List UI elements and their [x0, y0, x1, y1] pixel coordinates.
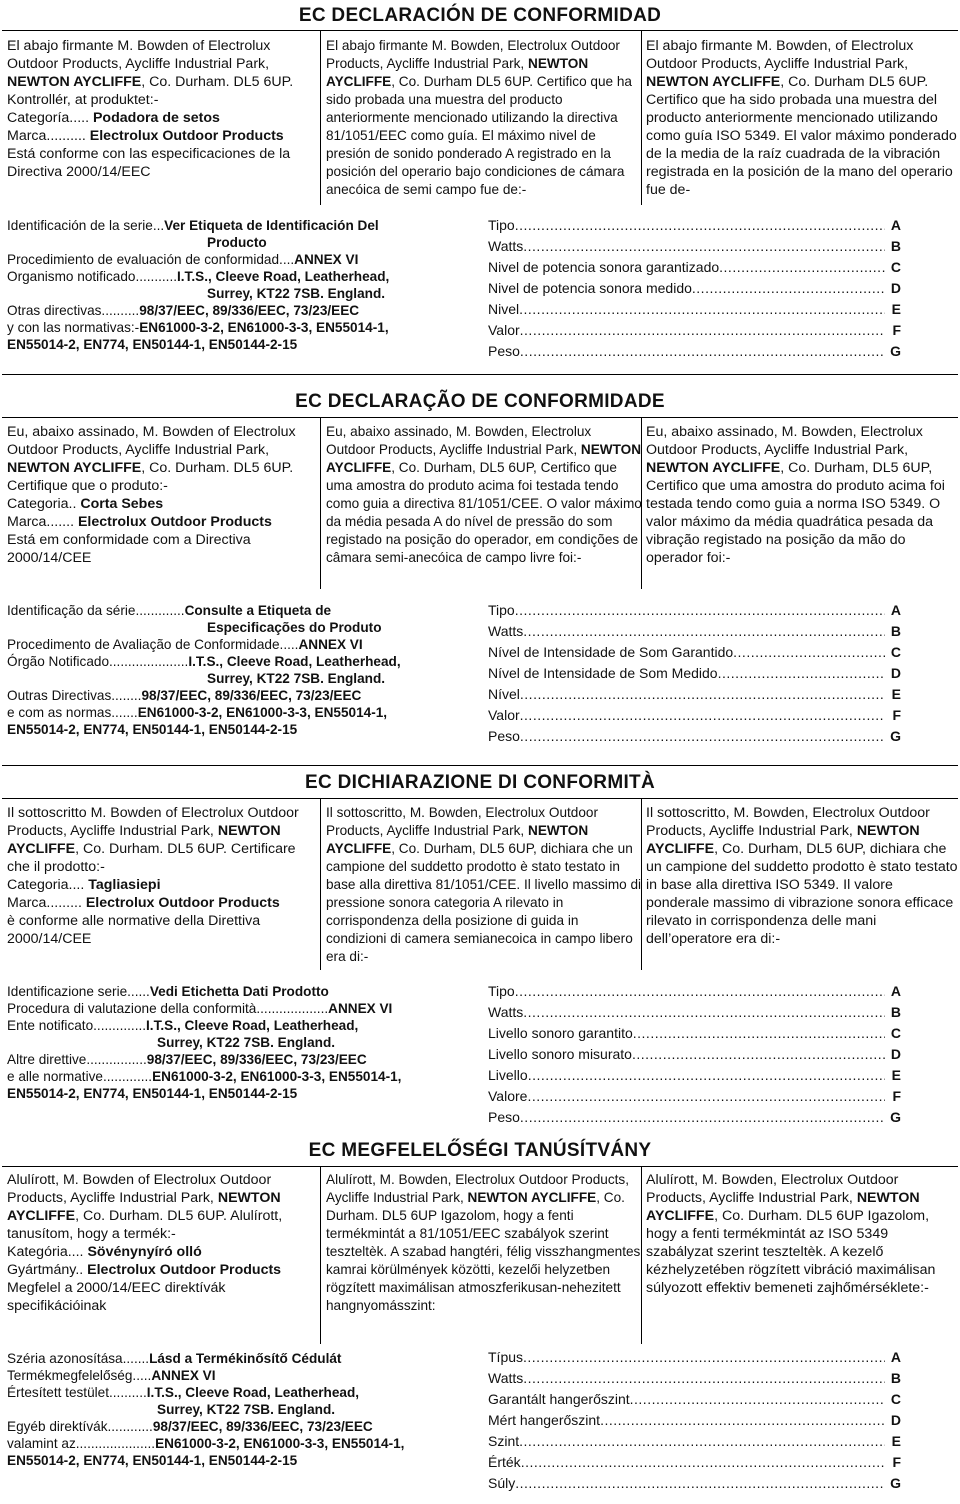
- table-row: Érték ..... F: [488, 1452, 901, 1473]
- section-hu: [0, 1135, 960, 1504]
- table-row: Tipo ..... A: [488, 981, 901, 1002]
- left-column: Alulírott, M. Bowden of Electrolux Outdoor Products, Aycliffe Industrial Park, NEWTON AYCLIFFE, Co. Durham. DL5 6UP. Alulírott, tanusítom, hogy a termék:- Kategória.... Sövényny​író olló Gyártmány.. Electrolux Outdoor Products Megfelel a 2000/14/EEC direktívák specifikációinak: [7, 1172, 283, 1314]
- values-table: [488, 981, 901, 1128]
- table-row: Nível de Intensidade de Som Medido ..... D: [488, 663, 901, 684]
- table-row: Valore ..... F: [488, 1086, 901, 1107]
- right-column: Eu, abaixo assinado, M. Bowden, Electrolux Outdoor Products, Aycliffe Industrial Park, NEWTON AYCLIFFE, Co. Durham, DL5 6UP, Certifico que uma amostra do produto acima foi testada tendo como guia a norma ISO 5349. O valor máximo da média quadrática pesada da vibração registado na posição da mão do operador foi:-: [646, 424, 945, 566]
- table-row: Nível ..... E: [488, 684, 901, 705]
- table-row: Tipo ..... A: [488, 600, 901, 621]
- table-row: Garantált hangerőszint ..... C: [488, 1389, 901, 1410]
- left-column: Il sottoscritto M. Bowden of Electrolux Outdoor Products, Aycliffe Industrial Park, NEWTON AYCLIFFE, Co. Durham. DL5 6UP. Certificare che il prodotto:- Categoria.... Tagliasiepi Marca......... Electrolux Outdoor Products è conforme alle normative della Direttiva 2000/14/CEE: [7, 805, 299, 947]
- table-row: Watts ..... B: [488, 236, 901, 257]
- table-row: Peso ..... G: [488, 1107, 901, 1128]
- column-divider: [320, 417, 321, 589]
- table-row: Valor ..... F: [488, 705, 901, 726]
- specs-block: Identificación de la serie...Ver Etiqueta de Identificación Del Producto Procedimiento de evaluación de conformidad....ANNEX VI Organismo notificado...........I.T.S., Cleeve Road, Leatherhead, Surrey, KT22 7SB. England. Otras directivas..........98/37/EEC, 89/336/EEC, 73/23/EEC y con las normativas:-EN61000-3-2, EN61000-3-3, EN55014-1, EN55014-2, EN774, EN50144-1, EN50144-2-15: [7, 218, 390, 352]
- table-row: Súly ..... G: [488, 1473, 901, 1494]
- section-es: [0, 0, 960, 378]
- table-row: Tipo ..... A: [488, 215, 901, 236]
- section-pt: [0, 386, 960, 766]
- title-rule: [2, 798, 958, 799]
- section-bottom-rule: [2, 765, 958, 766]
- table-row: Szint ..... E: [488, 1431, 901, 1452]
- specs-block: Identificação da série.............Consulte a Etiqueta de Especificações do Produto Procedimento de Avaliação de Conformidade.....ANNEX VI Órgão Notificado.....................I.T.S., Cleeve Road, Leatherhead, Surrey, KT22 7SB. England. Outras Directivas........98/37/EEC, 89/336/EEC, 73/23/EEC e com as normas.......EN61000-3-2, EN61000-3-3, EN55014-1, EN55014-2, EN774, EN50144-1, EN50144-2-15: [7, 603, 401, 737]
- table-row: Watts ..... B: [488, 1002, 901, 1023]
- section-it: [0, 767, 960, 1137]
- title-rule: [2, 417, 958, 418]
- specs-block: Identificazione serie......Vedi Etichetta Dati Prodotto Procedura di valutazione della conformità...................ANNEX VI Ente notificato..............I.T.S., Cleeve Road, Leatherhead, Surrey, KT22 7SB. England. Altre direttive................98/37/EEC, 89/336/EEC, 73/23/EEC e alle normative.............EN61000-3-2, EN61000-3-3, EN55014-1, EN55014-2, EN774, EN50144-1, EN50144-2-15: [7, 984, 402, 1101]
- table-row: Nivel ..... E: [488, 299, 901, 320]
- table-row: Watts ..... B: [488, 621, 901, 642]
- column-divider: [320, 798, 321, 970]
- column-divider: [320, 30, 321, 205]
- table-row: Livello sonoro misurato ..... D: [488, 1044, 901, 1065]
- section-title: EC DECLARAÇÃO DE CONFORMIDADE: [295, 391, 665, 412]
- left-column: Eu, abaixo assinado, M. Bowden of Electrolux Outdoor Products, Aycliffe Industrial Park, NEWTON AYCLIFFE, Co. Durham. DL5 6UP. Certifique que o produto:- Categoria.. Corta Sebes Marca....... Electrolux Outdoor Products Está em conformidade com a Directiva 2000/14/CEE: [7, 424, 296, 566]
- left-column: El abajo firmante M. Bowden of Electrolux Outdoor Products, Aycliffe Industrial Park, NEWTON AYCLIFFE, Co. Durham. DL5 6UP. Kontrollér, at produktet:- Categoría..... Podadora de setos Marca.......... Electrolux Outdoor Products Está conforme con las especificaciones de la Directiva 2000/14/EEC: [7, 38, 294, 180]
- middle-column: Alulírott, M. Bowden, Electrolux Outdoor Products, Aycliffe Industrial Park, NEWTON AYCLIFFE, Co. Durham. DL5 6UP Igazolom, hogy a fenti termékmintát a 81/1051/EEC szabályok szerint teszteltèk. A szabad hangtéri, félig visszhangmentes kamrai körülmények közötti, kezelői helyzetben rögzített maximálisan atmoszferikusan-nehezitett hangnyomásszint:: [326, 1172, 641, 1313]
- right-column: Il sottoscritto, M. Bowden, Electrolux Outdoor Products, Aycliffe Industrial Park, NEWTON AYCLIFFE, Co. Durham, DL5 6UP, dichiara che un campione del suddetto prodotto è stato testato in base alla direttiva ISO 5349. Il valore ponderale massimo di vibrazione sonora efficace rilevato in corrispondenza delle mani dell’operatore era di:-: [646, 805, 958, 947]
- values-table: [488, 600, 901, 747]
- title-rule: [2, 30, 958, 31]
- specs-block: Széria azonosítása.......Lásd a Termékinősítő Cédulát Termékmegfelelőség.....ANNEX VI Értesített testület..........I.T.S., Cleeve Road, Leatherhead, Surrey, KT22 7SB. England. Egyéb direktívák............98/37/EEC, 89/336/EEC, 73/23/EEC valamint az.....................EN61000-3-2, EN61000-3-3, EN55014-1, EN55014-2, EN774, EN50144-1, EN50144-2-15: [7, 1351, 405, 1468]
- table-row: Valor ..... F: [488, 320, 901, 341]
- section-title: EC DICHIARAZIONE DI CONFORMITÀ: [305, 772, 655, 793]
- table-row: Livello ..... E: [488, 1065, 901, 1086]
- section-bottom-rule: [2, 374, 958, 375]
- table-row: Watts ..... B: [488, 1368, 901, 1389]
- table-row: Nivel de potencia sonora medido ..... D: [488, 278, 901, 299]
- right-column: El abajo firmante M. Bowden, of Electrolux Outdoor Products, Aycliffe Industrial Park, NEWTON AYCLIFFE, Co. Durham DL5 6UP. Certifico que ha sido probada una muestra del producto anteriormente mencionado utilizando como guía ISO 5349. El valor máximo ponderado de la media de la raíz cuadrada de la vibración registrada en la posición de la mano del operario fue de-: [646, 38, 957, 198]
- right-column: Alulírott, M. Bowden, Electrolux Outdoor Products, Aycliffe Industrial Park, NEWTON AYCLIFFE, Co. Durham. DL5 6UP Igazolom, hogy a fenti termékmintát az ISO 5349 szabályzat szerint teszteltèk. A kezelő kézhelyzetében rögzített vibráció maximálisan súlyozott effektiv bemeneti zajhőmérséklete:-: [646, 1172, 936, 1296]
- middle-column: Eu, abaixo assinado, M. Bowden, Electrolux Outdoor Products, Aycliffe Industrial Park, NEWTON AYCLIFFE, Co. Durham, DL5 6UP, Certifico que uma amostra do produto acima foi testada tendo como guia a directiva 81/1051/CEE. O valor máximo da média pesada A do nível de pressão do som registado na posição do operador, em condições de câmara semi-anecóica de campo livre foi:-: [326, 424, 642, 565]
- table-row: Peso ..... G: [488, 341, 901, 362]
- values-table: [488, 215, 901, 362]
- values-table: [488, 1347, 901, 1494]
- middle-column: Il sottoscritto, M. Bowden, Electrolux Outdoor Products, Aycliffe Industrial Park, NEWTON AYCLIFFE, Co. Durham, DL5 6UP, dichiara che un campione del suddetto prodotto è stato testato in base alla direttiva 81/1051/CEE. Il livello massimo di pressione sonora categoria A rilevato in corrispondenza della posizione di guida in condizioni di camera semianecoica in campo libero era di:-: [326, 805, 642, 964]
- table-row: Nível de Intensidade de Som Garantido ..... C: [488, 642, 901, 663]
- section-title: EC DECLARACIÓN DE CONFORMIDAD: [298, 5, 662, 26]
- section-title: EC MEGFELELŐSÉGI TANÚSÍTVÁNY: [308, 1140, 652, 1161]
- table-row: Livello sonoro garantito ..... C: [488, 1023, 901, 1044]
- middle-column: El abajo firmante M. Bowden, Electrolux Outdoor Products, Aycliffe Industrial Park, NEWTON AYCLIFFE, Co. Durham DL5 6UP. Certifico que ha sido probada una muestra del producto anteriormente mencionado utilizando la directiva 81/1051/EEC como guía. El máximo nivel de presión de sonido ponderado A registrado en la posición del operario bajo condiciones de cámara anecóica de semi campo fue de:-: [326, 38, 632, 197]
- table-row: Nivel de potencia sonora garantizado ..... C: [488, 257, 901, 278]
- table-row: Peso ..... G: [488, 726, 901, 747]
- table-row: Típus ..... A: [488, 1347, 901, 1368]
- column-divider: [320, 1166, 321, 1344]
- title-rule: [2, 1166, 958, 1167]
- table-row: Mért hangerőszint ..... D: [488, 1410, 901, 1431]
